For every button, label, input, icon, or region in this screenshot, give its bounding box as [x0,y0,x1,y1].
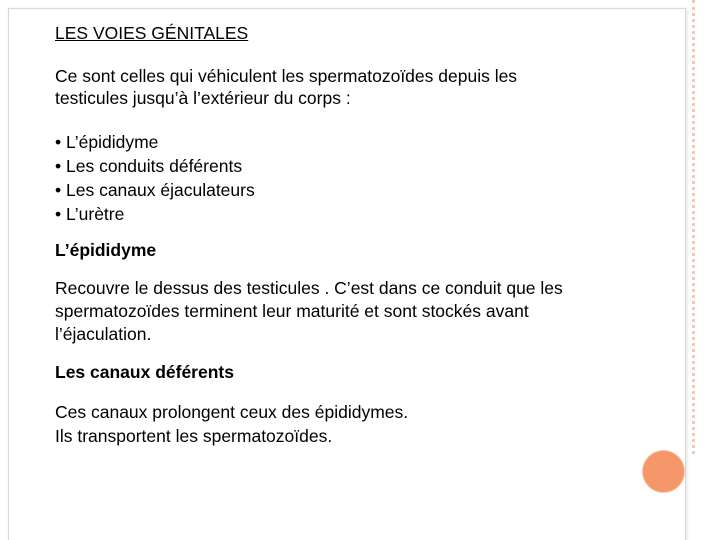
bullet-list [55,131,655,227]
list-item: • L’urètre [55,204,125,224]
intro-line: testicules jusqu’à l’extérieur du corps : [55,88,351,108]
decorative-dotted-rail [692,0,695,454]
list-item: • L’épididyme [55,132,159,152]
paragraph-line: l’éjaculation. [55,324,152,344]
intro-paragraph [55,65,655,109]
paragraph-line: Ils transportent les spermatozoïdes. [55,426,333,446]
paragraph-line: Ces canaux prolongent ceux des épididymes. [55,402,409,422]
paragraph-line: Recouvre le dessus des testicules . C’est dans ce conduit que les [55,278,563,298]
section-paragraph-epididyme [55,277,655,346]
slide-content [55,22,655,448]
intro-line: Ce sont celles qui véhiculent les spermatozoïdes depuis les [55,66,518,86]
slide-title: LES VOIES GÉNITALES [55,23,249,43]
section-heading-epididyme: L’épididyme [55,240,157,260]
section-paragraph-canaux-deferents [55,400,655,448]
section-heading-canaux-deferents: Les canaux déférents [55,362,234,382]
list-item: • Les conduits déférents [55,156,243,176]
list-item: • Les canaux éjaculateurs [55,180,255,200]
paragraph-line: spermatozoïdes terminent leur maturité et sont stockés avant [55,301,529,321]
decorative-circle-icon [643,451,684,492]
